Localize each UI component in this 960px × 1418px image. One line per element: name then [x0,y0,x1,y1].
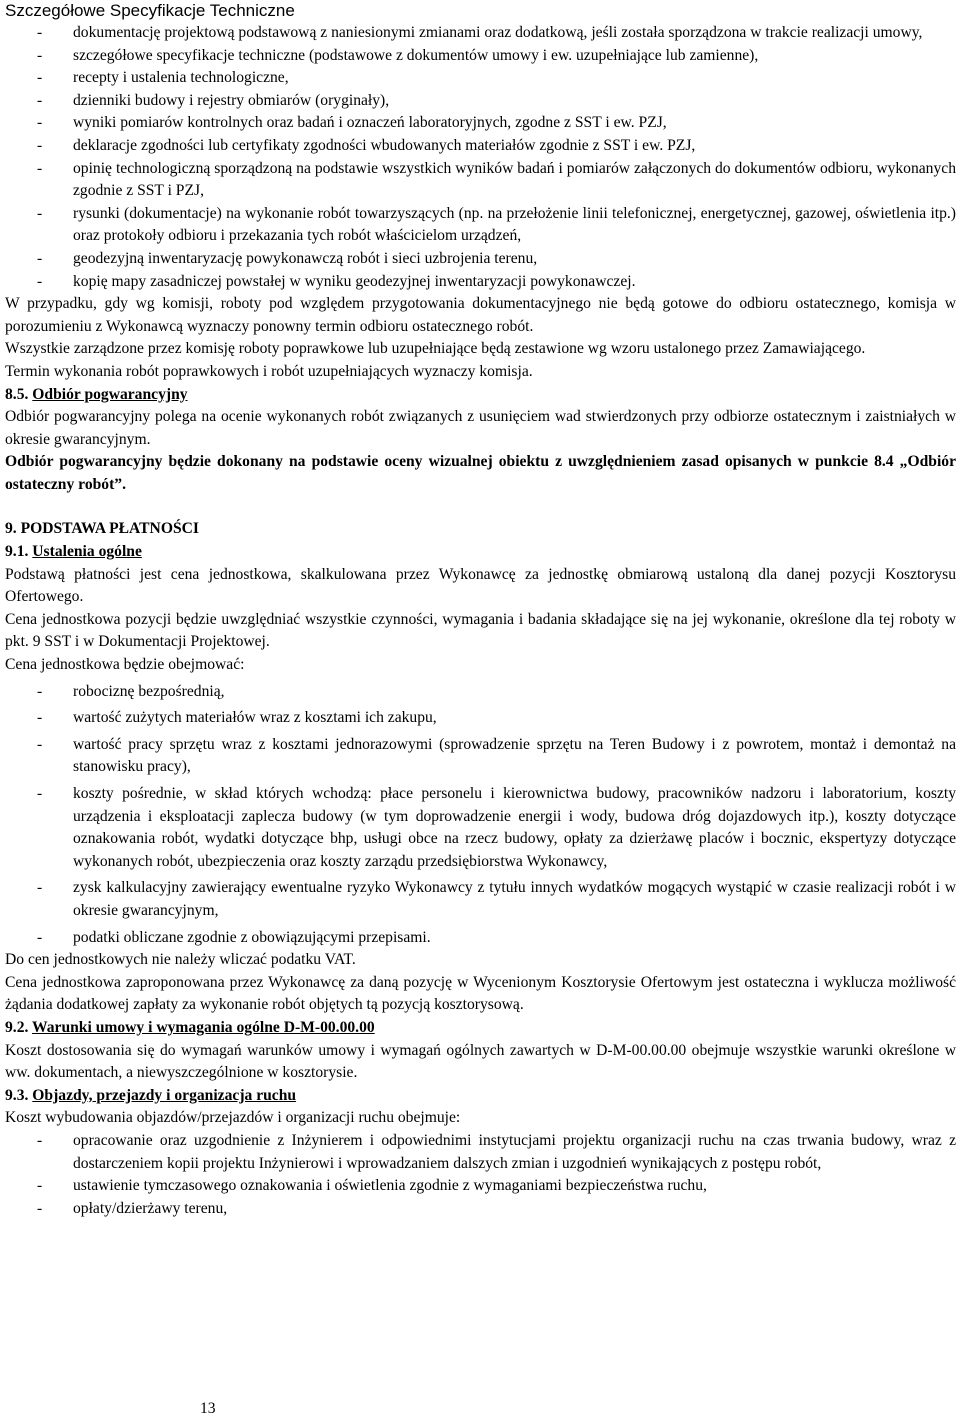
list-item-text: opracowanie oraz uzgodnienie z Inżynierem i odpowiednimi instytucjami projektu organizacji ruchu na czas trwania budowy, wraz z dostarczeniem kopii projektu Inżynierowi i wprowadzaniem dalszych zmian i uzgodnień wynikających z postępu robót, [73,1131,956,1172]
list-item-text: koszty pośrednie, w skład których wchodzą: płace personelu i kierownictwa budowy, pracowników nadzoru i laboratorium, koszty urządzenia i eksploatacji zaplecza budowy (w tym doprowadzenie energii i wody, budowa dróg dojazdowych itp.), koszty dotyczące oznakowania robót, wydatki dotyczące bhp, usługi obce na rzecz budowy, opłaty za dzierżawę placów i bocznic, ekspertyzy dotyczące wykonanych robót, ubezpieczenia oraz koszty zarządu przedsiębiorstwa Wykonawcy, [73,785,956,870]
list-item [5,1175,956,1198]
paragraph: Cena jednostkowa zaproponowana przez Wykonawcę za daną pozycję w Wycenionym Kosztorysie Ofertowym jest ostateczna i wyklucza możliwość żądania dodatkowej zapłaty za wykonanie robót objętych tą pozycją kosztorysową. [5,973,956,1014]
paragraph: Wszystkie zarządzone przez komisję roboty poprawkowe lub uzupełniające będą zestawione wg wzoru ustalonego przez Zamawiającego. [5,340,866,358]
unit-price-components-list [5,681,956,950]
section-title: Odbiór pogwarancyjny [32,385,188,403]
chapter-heading-9: 9. PODSTAWA PŁATNOŚCI [5,520,199,538]
page-number: 13 [200,1400,216,1417]
section-number: 9.1. [5,543,29,561]
paragraph-bold: Odbiór pogwarancyjny będzie dokonany na podstawie oceny wizualnej obiektu z uwzględnieniem zasad opisanych w punkcie 8.4 „Odbiór ostateczny robót”. [5,453,956,493]
list-item [5,203,956,248]
list-dash: - [37,928,43,946]
section-heading-9-3 [5,1085,956,1108]
list-item-text: opłaty/dzierżawy terenu, [73,1199,228,1217]
list-dash: - [37,785,43,802]
list-dash: - [37,1131,43,1149]
list-dash: - [37,24,43,41]
paragraph: Cena jednostkowa będzie obejmować: [5,656,245,674]
list-dash: - [37,114,43,132]
list-item [5,67,956,90]
submission-documents-list [5,22,956,293]
list-item-text: szczegółowe specyfikacje techniczne (podstawowe z dokumentów umowy i ew. uzupełniające lub zamienne), [73,46,759,64]
list-item-text: geodezyjną inwentaryzację powykonawczą robót i sieci uzbrojenia terenu, [73,249,538,267]
list-item [5,271,956,294]
list-dash: - [37,204,43,222]
list-item-text: wartość pracy sprzętu wraz z kosztami jednorazowymi (sprowadzenie sprzętu na Teren Budowy i z powrotem, montaż i demontaż na stanowisku pracy), [73,735,956,776]
list-item [5,45,956,68]
list-item [5,877,956,922]
list-item [5,135,956,158]
list-item-text: kopię mapy zasadniczej powstałej w wyniku geodezyjnej inwentaryzacji powykonawczej. [73,272,636,290]
list-dash: - [37,735,43,753]
list-item-text: opinię technologiczną sporządzoną na podstawie wszystkich wyników badań i pomiarów załączonych do dokumentów odbioru, wykonanych zgodnie z SST i PZJ, [73,159,956,200]
list-dash: - [37,1199,43,1217]
list-dash: - [37,709,43,727]
list-dash: - [37,1177,43,1195]
list-dash: - [37,682,43,700]
list-dash: - [37,69,43,87]
section-number: 9.2. [5,1018,29,1036]
list-dash: - [37,46,43,64]
paragraph: Odbiór pogwarancyjny polega na ocenie wykonanych robót związanych z usunięciem wad stwierdzonych przy odbiorze ostatecznym i zaistniałych w okresie gwarancyjnym. [5,408,956,448]
list-dash: - [37,159,43,177]
document-body [5,22,956,1220]
list-item-text: zysk kalkulacyjny zawierający ewentualne ryzyko Wykonawcy z tytułu innych wydatków mogących wystąpić w czasie realizacji robót i w okresie gwarancyjnym, [73,879,956,919]
list-item-text: wyniki pomiarów kontrolnych oraz badań i oznaczeń laboratoryjnych, zgodne z SST i ew. PZJ, [73,114,667,132]
list-item-text: podatki obliczane zgodnie z obowiązującymi przepisami. [73,928,431,946]
list-item-text: dokumentację projektową podstawową z naniesionymi zmianami oraz dodatkową, jeśli została sporządzona w trakcie realizacji umowy, [73,24,923,41]
blank-line [5,496,956,518]
section-heading-8-5 [5,384,956,407]
paragraph: Termin wykonania robót poprawkowych i robót uzupełniających wyznaczy komisja. [5,362,533,380]
section-number: 8.5. [5,385,29,403]
list-dash: - [37,91,43,109]
traffic-organization-list [5,1130,956,1220]
list-item-text: rysunki (dokumentacje) na wykonanie robót towarzyszących (np. na przełożenie linii telefonicznej, energetycznej, gazowej, oświetlenia itp.) oraz protokoły odbioru i przekazania tych robót właścicielom urządzeń, [73,204,956,245]
list-item [5,158,956,203]
list-item [5,1198,956,1221]
list-dash: - [37,249,43,267]
paragraph: Cena jednostkowa pozycji będzie uwzględniać wszystkie czynności, wymagania i badania składające się na jej wykonanie, określone dla tej roboty w pkt. 9 SST i w Dokumentacji Projektowej. [5,610,956,651]
paragraph: Do cen jednostkowych nie należy wliczać podatku VAT. [5,951,356,969]
paragraph: Koszt wybudowania objazdów/przejazdów i organizacji ruchu obejmuje: [5,1109,461,1127]
section-heading-9-2 [5,1017,956,1040]
section-number: 9.3. [5,1086,29,1104]
section-title: Warunki umowy i wymagania ogólne D-M-00.00.00 [32,1018,375,1036]
paragraph: Koszt dostosowania się do wymagań warunków umowy i wymagań ogólnych zawartych w D-M-00.00.00 obejmuje wszystkie warunki określone w ww. dokumentach, a niewyszczególnione w kosztorysie. [5,1041,956,1082]
list-item-text: dzienniki budowy i rejestry obmiarów (oryginały), [73,91,390,109]
list-dash: - [37,272,43,290]
list-item-text: deklaracje zgodności lub certyfikaty zgodności wbudowanych materiałów zgodnie z SST i ew. PZJ, [73,136,696,154]
list-item [5,783,956,873]
paragraph: Podstawą płatności jest cena jednostkowa, skalkulowana przez Wykonawcę za jednostkę obmiarową ustaloną dla danej pozycji Kosztorysu Ofertowego. [5,565,956,606]
section-title: Ustalenia ogólne [32,543,142,561]
list-item [5,734,956,779]
list-item-text: robociznę bezpośrednią, [73,682,225,700]
list-dash: - [37,136,43,154]
running-header: Szczegółowe Specyfikacje Techniczne [5,1,295,20]
list-item [5,707,956,730]
paragraph: W przypadku, gdy wg komisji, roboty pod względem przygotowania dokumentacyjnego nie będą gotowe do odbioru ostatecznego, komisja w porozumieniu z Wykonawcą wyznaczy ponowny termin odbioru ostatecznego robót. [5,295,956,335]
list-item [5,1130,956,1175]
list-item-text: wartość zużytych materiałów wraz z kosztami ich zakupu, [73,709,437,727]
section-title: Objazdy, przejazdy i organizacja ruchu [32,1086,297,1104]
list-item-text: recepty i ustalenia technologiczne, [73,69,289,87]
list-item [5,22,956,45]
list-item [5,681,956,704]
list-item-text: ustawienie tymczasowego oznakowania i oświetlenia zgodnie z wymaganiami bezpieczeństwa ruchu, [73,1177,707,1195]
section-heading-9-1 [5,541,956,564]
list-item [5,927,956,950]
list-item [5,248,956,271]
list-item [5,112,956,135]
list-dash: - [37,879,43,897]
list-item [5,90,956,113]
